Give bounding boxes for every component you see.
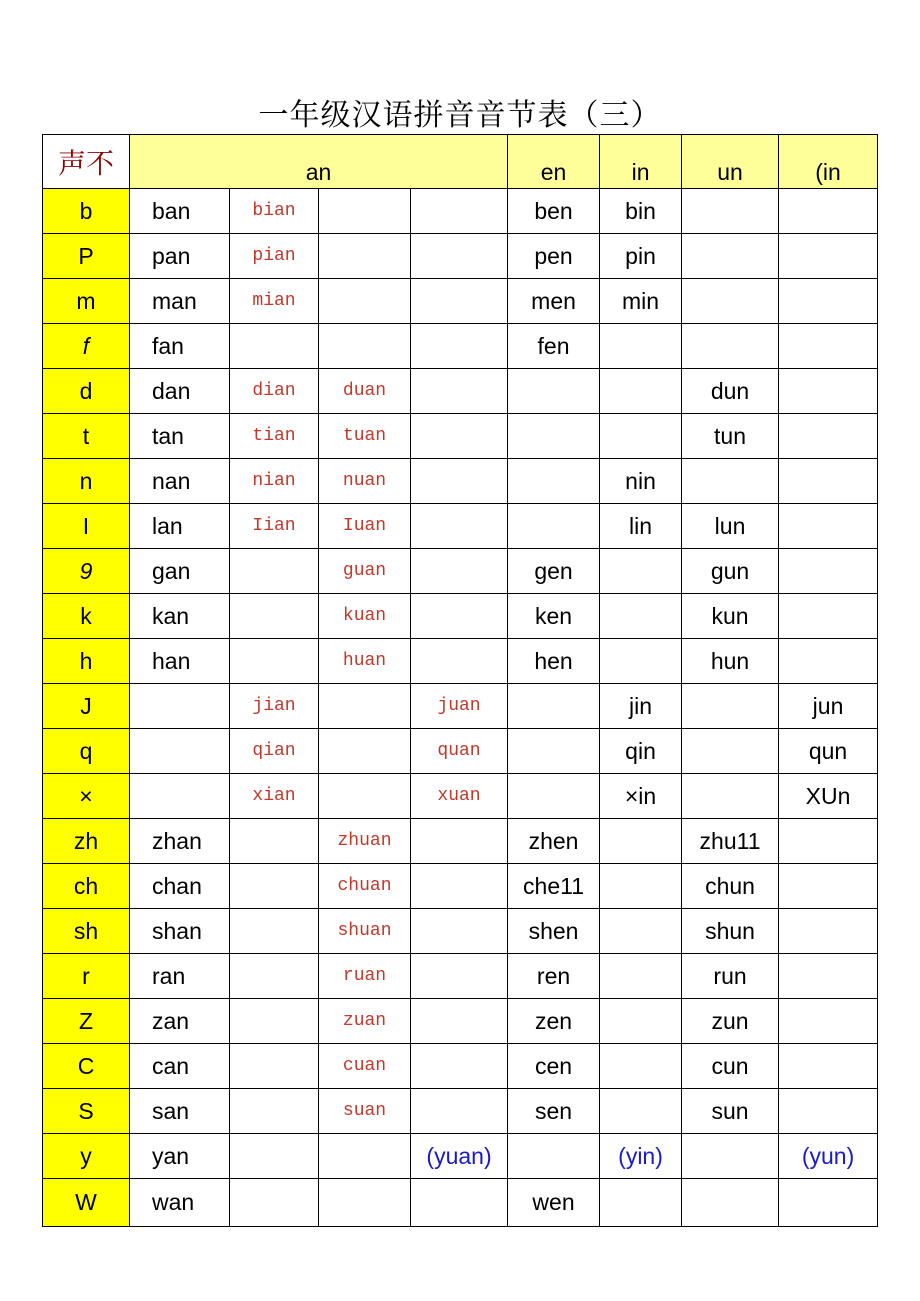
cell-vn <box>779 1179 878 1227</box>
cell-an: tan <box>130 414 230 459</box>
cell-uan: huan <box>319 639 411 684</box>
table-body <box>43 189 878 1227</box>
cell-an: nan <box>130 459 230 504</box>
cell-en <box>508 1134 600 1179</box>
cell-ian: Iian <box>230 504 319 549</box>
cell-an: fan <box>130 324 230 369</box>
initial-cell: J <box>43 684 130 729</box>
cell-in <box>600 324 682 369</box>
initial-cell: sh <box>43 909 130 954</box>
table-row <box>43 909 878 954</box>
cell-en: ben <box>508 189 600 234</box>
cell-vn <box>779 504 878 549</box>
cell-ian <box>230 324 319 369</box>
cell-uan: shuan <box>319 909 411 954</box>
initial-cell: k <box>43 594 130 639</box>
cell-en: gen <box>508 549 600 594</box>
cell-un <box>682 1134 779 1179</box>
cell-un: zun <box>682 999 779 1044</box>
cell-ian <box>230 1044 319 1089</box>
initial-cell: n <box>43 459 130 504</box>
initial-cell: 9 <box>43 549 130 594</box>
cell-an: san <box>130 1089 230 1134</box>
cell-an: ran <box>130 954 230 999</box>
cell-uan: tuan <box>319 414 411 459</box>
cell-vn <box>779 1044 878 1089</box>
cell-in <box>600 594 682 639</box>
cell-ian <box>230 594 319 639</box>
initial-cell: W <box>43 1179 130 1227</box>
cell-en: pen <box>508 234 600 279</box>
cell-van <box>411 594 508 639</box>
cell-un: tun <box>682 414 779 459</box>
cell-an: han <box>130 639 230 684</box>
table-row <box>43 369 878 414</box>
cell-van <box>411 279 508 324</box>
cell-en: ren <box>508 954 600 999</box>
cell-un: zhu11 <box>682 819 779 864</box>
cell-van <box>411 819 508 864</box>
cell-vn <box>779 459 878 504</box>
cell-in <box>600 864 682 909</box>
cell-ian <box>230 909 319 954</box>
cell-uan <box>319 189 411 234</box>
cell-an: zhan <box>130 819 230 864</box>
initial-cell: m <box>43 279 130 324</box>
cell-uan: ruan <box>319 954 411 999</box>
table-row <box>43 1179 878 1227</box>
cell-uan: Iuan <box>319 504 411 549</box>
cell-en: cen <box>508 1044 600 1089</box>
cell-an: zan <box>130 999 230 1044</box>
cell-en: wen <box>508 1179 600 1227</box>
table-row <box>43 729 878 774</box>
cell-in: pin <box>600 234 682 279</box>
initial-cell: q <box>43 729 130 774</box>
table-row <box>43 999 878 1044</box>
cell-ian <box>230 1089 319 1134</box>
cell-en <box>508 504 600 549</box>
header-en: en <box>508 135 600 189</box>
initial-cell: y <box>43 1134 130 1179</box>
header-in: in <box>600 135 682 189</box>
cell-ian <box>230 1179 319 1227</box>
cell-van <box>411 954 508 999</box>
cell-ian <box>230 639 319 684</box>
cell-ian <box>230 549 319 594</box>
cell-in <box>600 639 682 684</box>
cell-in <box>600 954 682 999</box>
table-row <box>43 1134 878 1179</box>
cell-vn <box>779 414 878 459</box>
cell-in <box>600 999 682 1044</box>
cell-vn <box>779 954 878 999</box>
table-row <box>43 234 878 279</box>
cell-vn <box>779 594 878 639</box>
cell-an: lan <box>130 504 230 549</box>
cell-in: nin <box>600 459 682 504</box>
cell-vn: XUn <box>779 774 878 819</box>
cell-in <box>600 1044 682 1089</box>
table-row <box>43 459 878 504</box>
cell-un: cun <box>682 1044 779 1089</box>
cell-un <box>682 189 779 234</box>
cell-un: hun <box>682 639 779 684</box>
cell-van <box>411 504 508 549</box>
cell-vn <box>779 1089 878 1134</box>
cell-an: chan <box>130 864 230 909</box>
cell-en <box>508 774 600 819</box>
cell-ian: nian <box>230 459 319 504</box>
table-row <box>43 639 878 684</box>
cell-ian: dian <box>230 369 319 414</box>
cell-en: zhen <box>508 819 600 864</box>
cell-an: man <box>130 279 230 324</box>
cell-un <box>682 774 779 819</box>
cell-ian: pian <box>230 234 319 279</box>
cell-ian <box>230 954 319 999</box>
cell-uan: zhuan <box>319 819 411 864</box>
header-an: an <box>130 135 508 189</box>
cell-van <box>411 324 508 369</box>
cell-an: shan <box>130 909 230 954</box>
cell-vn <box>779 909 878 954</box>
cell-ian: qian <box>230 729 319 774</box>
corner-label: 声不 <box>43 135 130 189</box>
cell-uan: duan <box>319 369 411 414</box>
cell-in: lin <box>600 504 682 549</box>
cell-uan: kuan <box>319 594 411 639</box>
table-row <box>43 549 878 594</box>
cell-en: ken <box>508 594 600 639</box>
cell-in <box>600 909 682 954</box>
initial-cell: d <box>43 369 130 414</box>
cell-vn: (yun) <box>779 1134 878 1179</box>
initial-cell: P <box>43 234 130 279</box>
initial-cell: f <box>43 324 130 369</box>
cell-en: sen <box>508 1089 600 1134</box>
cell-vn <box>779 234 878 279</box>
cell-un <box>682 729 779 774</box>
cell-en: fen <box>508 324 600 369</box>
cell-en: zen <box>508 999 600 1044</box>
initial-cell: ch <box>43 864 130 909</box>
cell-van <box>411 999 508 1044</box>
table-row <box>43 684 878 729</box>
cell-an: gan <box>130 549 230 594</box>
initial-cell: I <box>43 504 130 549</box>
cell-in: qin <box>600 729 682 774</box>
initial-cell: × <box>43 774 130 819</box>
cell-an: can <box>130 1044 230 1089</box>
cell-in: ×in <box>600 774 682 819</box>
cell-en <box>508 459 600 504</box>
table-row <box>43 954 878 999</box>
cell-uan <box>319 774 411 819</box>
cell-van <box>411 639 508 684</box>
cell-van <box>411 909 508 954</box>
cell-ian <box>230 864 319 909</box>
cell-uan: nuan <box>319 459 411 504</box>
table-row <box>43 864 878 909</box>
cell-en: shen <box>508 909 600 954</box>
cell-an: kan <box>130 594 230 639</box>
cell-vn <box>779 189 878 234</box>
cell-uan <box>319 1134 411 1179</box>
cell-vn <box>779 999 878 1044</box>
cell-vn: qun <box>779 729 878 774</box>
cell-van <box>411 189 508 234</box>
cell-an: ban <box>130 189 230 234</box>
initial-cell: Z <box>43 999 130 1044</box>
cell-ian: tian <box>230 414 319 459</box>
cell-vn <box>779 639 878 684</box>
cell-un: dun <box>682 369 779 414</box>
cell-ian: bian <box>230 189 319 234</box>
cell-ian: jian <box>230 684 319 729</box>
cell-van <box>411 864 508 909</box>
cell-in <box>600 819 682 864</box>
cell-en <box>508 369 600 414</box>
cell-un <box>682 279 779 324</box>
cell-an: yan <box>130 1134 230 1179</box>
cell-in <box>600 1089 682 1134</box>
initial-cell: zh <box>43 819 130 864</box>
header-vn: (in <box>779 135 878 189</box>
cell-un: chun <box>682 864 779 909</box>
cell-van: xuan <box>411 774 508 819</box>
initial-cell: S <box>43 1089 130 1134</box>
cell-in <box>600 1179 682 1227</box>
table-row <box>43 594 878 639</box>
cell-uan: guan <box>319 549 411 594</box>
cell-an: pan <box>130 234 230 279</box>
cell-in: min <box>600 279 682 324</box>
cell-un: gun <box>682 549 779 594</box>
header-un: un <box>682 135 779 189</box>
cell-en: che11 <box>508 864 600 909</box>
table-row <box>43 279 878 324</box>
cell-vn <box>779 549 878 594</box>
cell-en <box>508 684 600 729</box>
initial-cell: r <box>43 954 130 999</box>
cell-an: dan <box>130 369 230 414</box>
cell-in <box>600 369 682 414</box>
cell-en: men <box>508 279 600 324</box>
cell-ian <box>230 999 319 1044</box>
cell-in <box>600 549 682 594</box>
table-row <box>43 819 878 864</box>
cell-vn <box>779 324 878 369</box>
cell-vn <box>779 819 878 864</box>
cell-van <box>411 549 508 594</box>
page-title: 一年级汉语拼音音节表（三） <box>258 98 662 133</box>
cell-uan: cuan <box>319 1044 411 1089</box>
cell-van: quan <box>411 729 508 774</box>
cell-in: bin <box>600 189 682 234</box>
table-row <box>43 774 878 819</box>
cell-vn: jun <box>779 684 878 729</box>
cell-van <box>411 1179 508 1227</box>
cell-van <box>411 1044 508 1089</box>
cell-un <box>682 459 779 504</box>
initial-cell: h <box>43 639 130 684</box>
cell-van: (yuan) <box>411 1134 508 1179</box>
cell-uan <box>319 684 411 729</box>
cell-un: lun <box>682 504 779 549</box>
cell-van <box>411 459 508 504</box>
cell-uan <box>319 1179 411 1227</box>
cell-van <box>411 234 508 279</box>
cell-en <box>508 414 600 459</box>
cell-uan <box>319 234 411 279</box>
cell-ian: mian <box>230 279 319 324</box>
cell-un <box>682 234 779 279</box>
cell-ian <box>230 1134 319 1179</box>
initial-cell: t <box>43 414 130 459</box>
cell-uan <box>319 279 411 324</box>
cell-ian <box>230 819 319 864</box>
cell-vn <box>779 369 878 414</box>
cell-uan: chuan <box>319 864 411 909</box>
table-row <box>43 504 878 549</box>
cell-un <box>682 684 779 729</box>
table-row <box>43 1089 878 1134</box>
cell-uan <box>319 729 411 774</box>
cell-en: hen <box>508 639 600 684</box>
cell-un: sun <box>682 1089 779 1134</box>
cell-van <box>411 1089 508 1134</box>
table-row <box>43 324 878 369</box>
cell-an <box>130 684 230 729</box>
syllable-table <box>42 134 878 1227</box>
cell-an <box>130 774 230 819</box>
initial-cell: b <box>43 189 130 234</box>
cell-en <box>508 729 600 774</box>
cell-vn <box>779 279 878 324</box>
table-row <box>43 189 878 234</box>
cell-an: wan <box>130 1179 230 1227</box>
cell-un <box>682 1179 779 1227</box>
cell-in: jin <box>600 684 682 729</box>
cell-van <box>411 414 508 459</box>
cell-in <box>600 414 682 459</box>
table-row <box>43 414 878 459</box>
cell-un: run <box>682 954 779 999</box>
cell-un: kun <box>682 594 779 639</box>
cell-uan: zuan <box>319 999 411 1044</box>
cell-an <box>130 729 230 774</box>
cell-van: juan <box>411 684 508 729</box>
initial-cell: C <box>43 1044 130 1089</box>
table-row <box>43 1044 878 1089</box>
cell-vn <box>779 864 878 909</box>
cell-un: shun <box>682 909 779 954</box>
cell-uan <box>319 324 411 369</box>
cell-ian: xian <box>230 774 319 819</box>
cell-van <box>411 369 508 414</box>
cell-un <box>682 324 779 369</box>
cell-uan: suan <box>319 1089 411 1134</box>
cell-in: (yin) <box>600 1134 682 1179</box>
